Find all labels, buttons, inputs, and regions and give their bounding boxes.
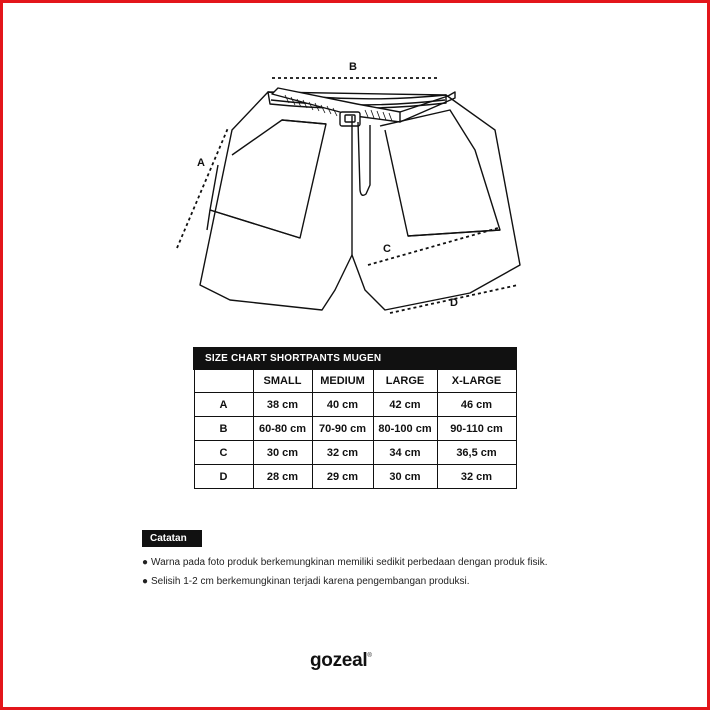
dimension-label-a: A xyxy=(197,157,205,169)
table-header-cell: MEDIUM xyxy=(312,369,373,393)
table-cell: 32 cm xyxy=(312,441,373,465)
note-item xyxy=(142,557,548,568)
table-header-cell xyxy=(194,369,253,393)
table-cell: 36,5 cm xyxy=(437,441,516,465)
row-label: D xyxy=(194,465,253,489)
table-row xyxy=(194,417,516,441)
table-cell: 46 cm xyxy=(437,393,516,417)
table-header-cell: SMALL xyxy=(253,369,312,393)
table-row xyxy=(194,441,516,465)
table-cell: 28 cm xyxy=(253,465,312,489)
table-cell: 29 cm xyxy=(312,465,373,489)
row-label: C xyxy=(194,441,253,465)
note-text: Selisih 1-2 cm berkemungkinan terjadi karena pengembangan produksi. xyxy=(151,576,470,587)
bullet-icon: ● xyxy=(142,576,149,587)
table-cell: 60-80 cm xyxy=(253,417,312,441)
note-text: Warna pada foto produk berkemungkinan memiliki sedikit perbedaan dengan produk fisik. xyxy=(151,557,548,568)
table-cell: 70-90 cm xyxy=(312,417,373,441)
row-label: B xyxy=(194,417,253,441)
size-chart-table xyxy=(193,347,517,489)
right-pocket xyxy=(380,110,500,236)
size-chart-title: SIZE CHART SHORTPANTS MUGEN xyxy=(194,348,516,369)
registered-mark: ® xyxy=(367,653,372,659)
table-header-cell: X-LARGE xyxy=(437,369,516,393)
notes-title: Catatan xyxy=(142,530,202,547)
table-row xyxy=(194,393,516,417)
shorts-diagram xyxy=(0,0,710,340)
note-item xyxy=(142,576,470,587)
table-cell: 40 cm xyxy=(312,393,373,417)
table-header-row xyxy=(194,369,516,393)
dimension-label-d: D xyxy=(450,297,458,309)
table-row xyxy=(194,465,516,489)
row-label: A xyxy=(194,393,253,417)
brand-name: gozeal xyxy=(310,650,368,671)
table-cell: 30 cm xyxy=(373,465,437,489)
table-cell: 42 cm xyxy=(373,393,437,417)
table-cell: 32 cm xyxy=(437,465,516,489)
table-cell: 80-100 cm xyxy=(373,417,437,441)
table-cell: 90-110 cm xyxy=(437,417,516,441)
table-header-cell: LARGE xyxy=(373,369,437,393)
brand-logo xyxy=(310,650,371,672)
table-cell: 30 cm xyxy=(253,441,312,465)
dimension-label-b: B xyxy=(349,61,357,73)
bullet-icon: ● xyxy=(142,557,149,568)
dimension-label-c: C xyxy=(383,243,391,255)
table-cell: 34 cm xyxy=(373,441,437,465)
table-cell: 38 cm xyxy=(253,393,312,417)
left-pocket xyxy=(210,120,326,238)
